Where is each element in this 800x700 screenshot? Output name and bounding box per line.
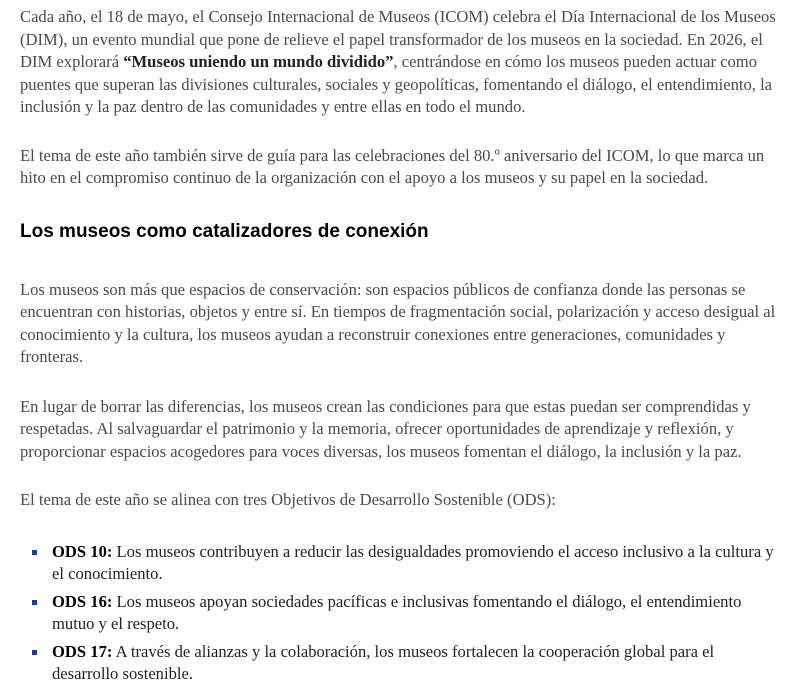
sdg-intro-paragraph: El tema de este año se alinea con tres Objetivos de Desarrollo Sostenible (ODS):	[20, 490, 556, 509]
square-bullet-icon	[32, 650, 37, 655]
goal-text: A través de alianzas y la colaboración, los museos fortalecen la cooperación global para el desarrollo sostenible.	[52, 641, 715, 683]
differences-paragraph: En lugar de borrar las diferencias, los museos crean las condiciones para que estas puedan ser comprendidas y respetadas. Al salvaguardar el patrimonio y la memoria, ofrecer oportunidades de aprendizaje y reflexión, y proporcionar espacios acogedores para voces diversas, los museos fomentan el diálogo, la inclusión y la paz.	[20, 396, 751, 461]
list-item	[32, 541, 782, 586]
anniversary-paragraph: El tema de este año también sirve de guía para las celebraciones del 80.º aniversario del ICOM, lo que marca un hito en el compromiso continuo de la organización con el apoyo a los museos y su papel en la sociedad.	[20, 145, 765, 187]
intro-paragraph	[20, 6, 782, 119]
section-heading: Los museos como catalizadores de conexión	[20, 220, 429, 242]
list-item	[32, 591, 782, 636]
museums-paragraph: Los museos son más que espacios de conservación: son espacios públicos de confianza donde las personas se encuentran con historias, objetos y entre sí. En tiempos de fragmentación social, polarización y acceso desigual al conocimiento y la cultura, los museos ayudan a reconstruir conexiones entre generaciones, comunidades y fronteras.	[20, 279, 776, 366]
sdg-list	[20, 541, 782, 686]
list-item	[32, 641, 782, 686]
square-bullet-icon	[32, 550, 37, 555]
article-body	[20, 6, 782, 691]
intro-text-end: , centrándose en cómo los museos pueden actuar como puentes que superan las divisiones culturales, sociales y geopolíticas, fomentando el diálogo, el entendimiento, la inclusión y la paz dentro de las comunidades y entre ellas en todo el mundo.	[20, 52, 773, 116]
goal-text: Los museos contribuyen a reducir las desigualdades promoviendo el acceso inclusivo a la cultura y el conocimiento.	[52, 541, 774, 583]
intro-text-start: Cada año, el 18 de mayo, el Consejo Internacional de Museos (ICOM) celebra el Día Internacional de los Museos (DIM), un evento mundial que pone de relieve el papel transformador de los museos en la sociedad. En 2026, el DIM explorará	[20, 7, 776, 71]
goal-code: ODS 16:	[52, 591, 113, 611]
theme-title: “Museos uniendo un mundo dividido”	[123, 52, 394, 71]
goal-code: ODS 17:	[52, 641, 113, 661]
square-bullet-icon	[32, 600, 37, 605]
goal-text: Los museos apoyan sociedades pacíficas e inclusivas fomentando el diálogo, el entendimiento mutuo y el respeto.	[52, 591, 742, 633]
goal-code: ODS 10:	[52, 541, 113, 561]
